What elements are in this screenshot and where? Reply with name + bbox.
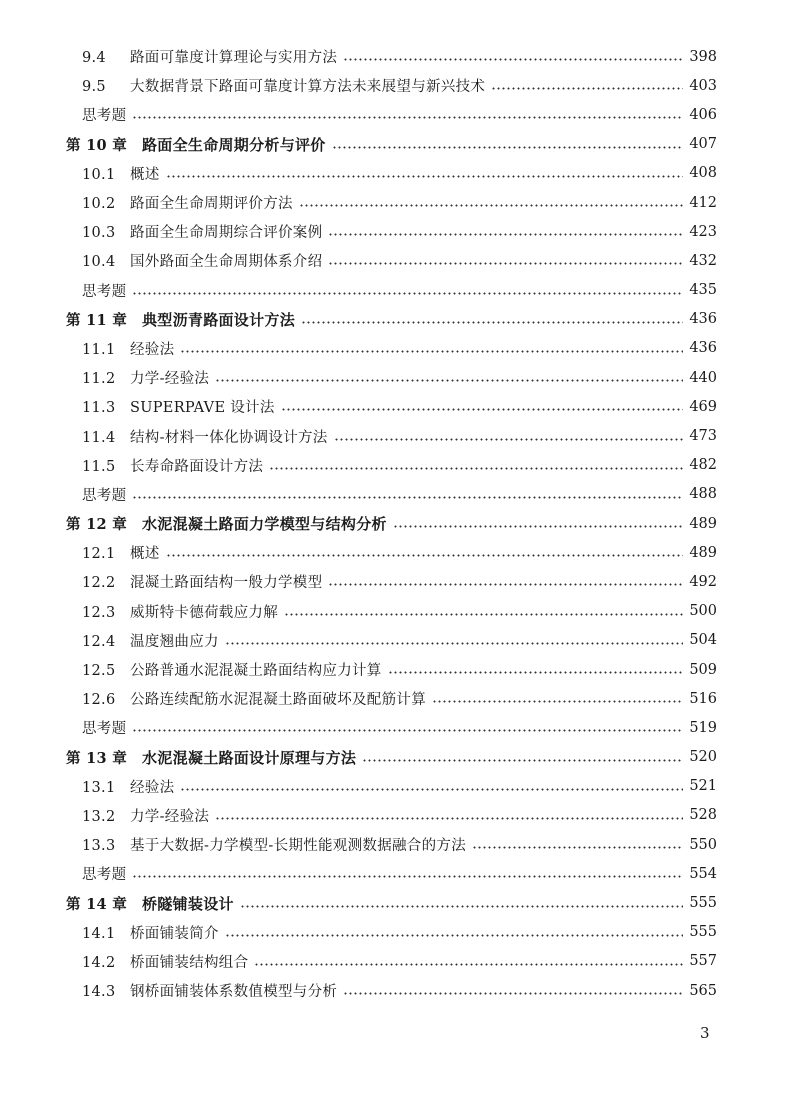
toc-entry-label (82, 601, 278, 622)
toc-entry-label (82, 688, 426, 709)
toc-entry-number: 第 14 章 (66, 895, 128, 913)
toc-entry-label (82, 805, 209, 826)
toc-entry-title: 思考题 (82, 721, 127, 738)
toc-entry-title: 路面全生命周期综合评价案例 (130, 225, 323, 242)
dot-leader (254, 963, 683, 966)
toc-chapter-entry[interactable] (66, 130, 717, 159)
toc-entry-title: SUPERPAVE 设计法 (130, 400, 275, 417)
toc-entry-page: 555 (689, 895, 717, 912)
dot-leader (491, 87, 683, 90)
toc-entry-page: 423 (689, 223, 717, 240)
toc-entry-label (66, 893, 234, 914)
dot-leader (180, 788, 683, 791)
toc-entry-page: 492 (689, 573, 717, 590)
toc-entry-page: 519 (689, 719, 717, 736)
toc-entry-title: 桥隧铺装设计 (142, 894, 234, 913)
dot-leader (166, 175, 684, 178)
dot-leader (472, 846, 683, 849)
toc-section-entry[interactable] (66, 71, 717, 100)
toc-section-entry[interactable] (66, 684, 717, 713)
dot-leader (180, 350, 683, 353)
toc-entry-label (82, 922, 219, 943)
dot-leader (225, 642, 684, 645)
toc-entry-number: 9.5 (82, 79, 106, 96)
toc-entry-label (66, 134, 326, 155)
dot-leader (281, 408, 684, 411)
toc-entry-page: 500 (689, 603, 717, 620)
toc-entry-page: 440 (689, 369, 717, 386)
toc-section-entry[interactable] (66, 976, 717, 1005)
toc-entry-number: 14.1 (82, 925, 116, 942)
toc-entry-title: 国外路面全生命周期体系介绍 (130, 254, 323, 271)
toc-entry-title: 温度翘曲应力 (130, 633, 219, 650)
toc-entry-page: 412 (689, 194, 717, 211)
toc-entry-label (82, 834, 466, 855)
dot-leader (240, 905, 684, 908)
toc-section-entry[interactable] (66, 276, 717, 305)
dot-leader (269, 467, 683, 470)
toc-entry-page: 550 (689, 836, 717, 853)
toc-entry-number: 10.4 (82, 254, 116, 271)
toc-entry-label (82, 338, 174, 359)
toc-entry-page: 516 (689, 690, 717, 707)
toc-entry-page: 435 (689, 282, 717, 299)
toc-entry-label (82, 221, 322, 242)
toc-entry-page: 509 (689, 661, 717, 678)
toc-entry-title: 桥面铺装简介 (130, 925, 219, 942)
toc-entry-label (82, 980, 337, 1001)
dot-leader (328, 233, 683, 236)
toc-entry-title: 路面全生命周期分析与评价 (142, 135, 326, 154)
toc-entry-label (66, 747, 356, 768)
toc-section-entry[interactable] (66, 597, 717, 626)
toc-entry-number: 12.1 (82, 546, 116, 563)
toc-entry-page: 504 (689, 632, 717, 649)
toc-entry-label (82, 250, 322, 271)
dot-leader (299, 204, 684, 207)
toc-entry-page: 473 (689, 428, 717, 445)
toc-section-entry[interactable] (66, 100, 717, 129)
toc-entry-title: 长寿命路面设计方法 (130, 458, 264, 475)
toc-entry-number: 11.5 (82, 458, 116, 475)
dot-leader (215, 379, 683, 382)
toc-entry-page: 406 (689, 106, 717, 123)
toc-entry-title: 力学-经验法 (130, 371, 210, 388)
toc-entry-label (82, 863, 126, 884)
toc-entry-title: 思考题 (82, 283, 127, 300)
toc-entry-page: 408 (689, 165, 717, 182)
toc-entry-page: 520 (689, 749, 717, 766)
dot-leader (343, 58, 683, 61)
dot-leader (328, 583, 683, 586)
toc-entry-label (66, 309, 295, 330)
dot-leader (362, 759, 683, 762)
toc-entry-title: 威斯特卡德荷载应力解 (130, 604, 278, 621)
toc-entry-label (82, 75, 485, 96)
toc-section-entry[interactable] (66, 246, 717, 275)
toc-entry-number: 14.2 (82, 954, 116, 971)
toc-entry-number: 10.2 (82, 196, 116, 213)
toc-entry-number: 11.4 (82, 429, 116, 446)
toc-entry-number: 第 13 章 (66, 749, 128, 767)
dot-leader (132, 875, 683, 878)
toc-entry-number: 10.3 (82, 225, 116, 242)
toc-section-entry[interactable] (66, 713, 717, 742)
toc-entry-label (82, 426, 328, 447)
toc-section-entry[interactable] (66, 538, 717, 567)
toc-entry-number: 第 11 章 (66, 311, 128, 329)
toc-entry-title: 经验法 (130, 779, 175, 796)
toc-entry-page: 489 (689, 544, 717, 561)
toc-section-entry[interactable] (66, 830, 717, 859)
toc-entry-page: 489 (689, 515, 717, 532)
toc-entry-label (82, 717, 126, 738)
toc-section-entry[interactable] (66, 188, 717, 217)
dot-leader (215, 817, 683, 820)
toc-entry-title: 桥面铺装结构组合 (130, 954, 249, 971)
toc-entry-page: 432 (689, 252, 717, 269)
toc-section-entry[interactable] (66, 859, 717, 888)
toc-section-entry[interactable] (66, 947, 717, 976)
toc-entry-page: 521 (689, 778, 717, 795)
toc-entry-number: 第 12 章 (66, 516, 128, 534)
toc-chapter-entry[interactable] (66, 888, 717, 917)
toc-entry-label (82, 163, 160, 184)
dot-leader (166, 554, 684, 557)
toc-entry-title: 混凝土路面结构一般力学模型 (130, 575, 323, 592)
dot-leader (132, 116, 683, 119)
toc-entry-label (82, 484, 126, 505)
page-number: 3 (700, 1024, 710, 1042)
toc-entry-title: 结构-材料一体化协调设计方法 (130, 429, 328, 446)
dot-leader (132, 729, 683, 732)
toc-entry-label (82, 46, 337, 67)
toc-entry-number: 第 10 章 (66, 136, 128, 154)
dot-leader (301, 321, 683, 324)
toc-entry-number: 13.3 (82, 838, 116, 855)
toc-entry-number: 12.3 (82, 604, 116, 621)
toc-section-entry[interactable] (66, 421, 717, 450)
toc-entry-label (82, 104, 126, 125)
toc-entry-label (82, 630, 219, 651)
dot-leader (332, 146, 684, 149)
dot-leader (334, 438, 684, 441)
toc-entry-page: 565 (689, 982, 717, 999)
toc-section-entry[interactable] (66, 451, 717, 480)
toc-entry-title: 大数据背景下路面可靠度计算方法未来展望与新兴技术 (130, 79, 486, 96)
toc-entry-label (82, 396, 275, 417)
toc-entry-label (82, 571, 322, 592)
toc-entry-number: 12.4 (82, 633, 116, 650)
toc-entry-page: 482 (689, 457, 717, 474)
dot-leader (225, 934, 684, 937)
toc-entry-page: 436 (689, 340, 717, 357)
toc-section-entry[interactable] (66, 392, 717, 421)
toc-chapter-entry[interactable] (66, 509, 717, 538)
toc-entry-number: 11.2 (82, 371, 116, 388)
toc-section-entry[interactable] (66, 159, 717, 188)
toc-section-entry[interactable] (66, 334, 717, 363)
toc-entry-number: 12.5 (82, 663, 116, 680)
toc-entry-page: 407 (689, 136, 717, 153)
toc-entry-title: 路面全生命周期评价方法 (130, 196, 293, 213)
toc-entry-number: 11.3 (82, 400, 116, 417)
toc-section-entry[interactable] (66, 42, 717, 71)
toc-entry-title: 概述 (130, 546, 160, 563)
toc-section-entry[interactable] (66, 655, 717, 684)
toc-entry-page: 469 (689, 398, 717, 415)
toc-entry-label (66, 513, 387, 534)
toc-entry-title: 经验法 (130, 341, 175, 358)
toc-entry-label (82, 367, 209, 388)
toc-entry-title: 公路连续配筋水泥混凝土路面破坏及配筋计算 (130, 692, 426, 709)
toc-chapter-entry[interactable] (66, 743, 717, 772)
dot-leader (432, 700, 683, 703)
toc-entry-number: 14.3 (82, 984, 116, 1001)
toc-entry-page: 436 (689, 311, 717, 328)
toc-entry-number: 9.4 (82, 50, 106, 67)
toc-entry-number: 12.2 (82, 575, 116, 592)
toc-entry-page: 398 (689, 48, 717, 65)
toc-entry-page: 557 (689, 953, 717, 970)
toc-section-entry[interactable] (66, 918, 717, 947)
toc-entry-label (82, 659, 382, 680)
toc-entry-title: 概述 (130, 166, 160, 183)
toc-entry-page: 488 (689, 486, 717, 503)
toc-entry-number: 10.1 (82, 166, 116, 183)
toc-entry-number: 13.1 (82, 779, 116, 796)
toc-entry-label (82, 542, 160, 563)
dot-leader (388, 671, 684, 674)
toc-section-entry[interactable] (66, 626, 717, 655)
toc-entry-page: 403 (689, 77, 717, 94)
toc-section-entry[interactable] (66, 772, 717, 801)
toc-entry-number: 13.2 (82, 808, 116, 825)
toc-entry-title: 思考题 (82, 487, 127, 504)
toc-entry-title: 典型沥青路面设计方法 (142, 310, 296, 329)
toc-entry-label (82, 280, 126, 301)
dot-leader (328, 262, 683, 265)
toc-section-entry[interactable] (66, 217, 717, 246)
toc-section-entry[interactable] (66, 801, 717, 830)
toc-entry-page: 528 (689, 807, 717, 824)
toc-entry-title: 路面可靠度计算理论与实用方法 (130, 50, 338, 67)
toc-entry-label (82, 455, 263, 476)
toc-entry-title: 力学-经验法 (130, 808, 210, 825)
toc-entry-title: 钢桥面铺装体系数值模型与分析 (130, 984, 338, 1001)
toc-entry-title: 思考题 (82, 108, 127, 125)
toc-entry-title: 水泥混凝土路面力学模型与结构分析 (142, 515, 387, 534)
dot-leader (393, 525, 684, 528)
toc-entry-page: 555 (689, 924, 717, 941)
toc-entry-title: 水泥混凝土路面设计原理与方法 (142, 748, 357, 767)
toc-entry-number: 11.1 (82, 341, 116, 358)
toc-entry-label (82, 776, 174, 797)
toc-entry-page: 554 (689, 865, 717, 882)
table-of-contents (0, 42, 790, 1005)
toc-section-entry[interactable] (66, 480, 717, 509)
toc-entry-title: 基于大数据-力学模型-长期性能观测数据融合的方法 (130, 838, 466, 855)
toc-entry-label (82, 951, 248, 972)
dot-leader (343, 992, 683, 995)
dot-leader (132, 292, 683, 295)
toc-entry-label (82, 192, 293, 213)
toc-entry-title: 公路普通水泥混凝土路面结构应力计算 (130, 663, 382, 680)
toc-section-entry[interactable] (66, 363, 717, 392)
toc-entry-title: 思考题 (82, 867, 127, 884)
dot-leader (284, 613, 683, 616)
toc-entry-number: 12.6 (82, 692, 116, 709)
dot-leader (132, 496, 683, 499)
toc-chapter-entry[interactable] (66, 305, 717, 334)
toc-section-entry[interactable] (66, 567, 717, 596)
